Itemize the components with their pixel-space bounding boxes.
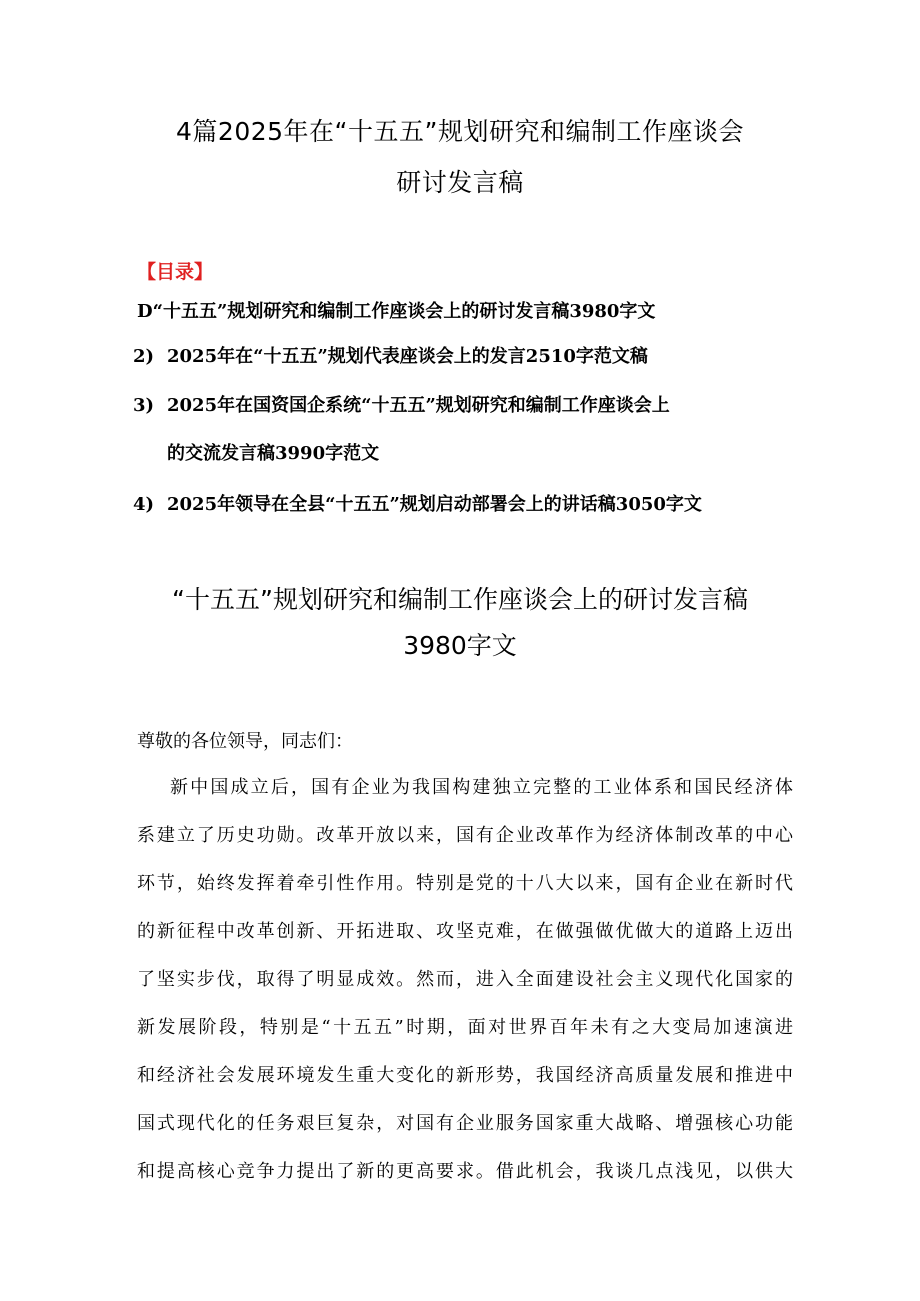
toc-item-number: D xyxy=(137,301,153,322)
toc-item-number: 2) xyxy=(133,346,155,367)
toc-item-4 xyxy=(133,491,702,519)
body-line: 系建立了历史功勋。改革开放以来，国有企业改革作为经济体制改革的中心 xyxy=(137,825,793,846)
document-title-line-1: 4篇2025年在“十五五”规划研究和编制工作座谈会 xyxy=(176,117,744,146)
toc-item-number: 3) xyxy=(133,395,155,416)
toc-item-2 xyxy=(133,343,648,371)
body-line: 新发展阶段，特别是“十五五”时期，面对世界百年未有之大变局加速演进 xyxy=(137,1017,793,1038)
toc-item-3-continuation: 的交流发言稿3990字范文 xyxy=(167,443,380,464)
body-line: 环节，始终发挥着牵引性作用。特别是党的十八大以来，国有企业在新时代 xyxy=(137,873,793,894)
body-line: 了坚实步伐，取得了明显成效。然而，进入全面建设社会主义现代化国家的 xyxy=(137,969,793,990)
body-line: 和经济社会发展环境发生重大变化的新形势，我国经济高质量发展和推进中 xyxy=(137,1065,793,1086)
toc-item-1 xyxy=(137,298,655,326)
greeting: 尊敬的各位领导，同志们： xyxy=(137,731,353,752)
toc-item-text: 2025年在“十五五”规划代表座谈会上的发言2510字范文稿 xyxy=(167,346,648,367)
document-title-line-2: 研讨发言稿 xyxy=(396,168,524,197)
toc-item-number: 4) xyxy=(133,494,155,515)
body-line: 和提高核心竞争力提出了新的更高要求。借此机会，我谈几点浅见，以供大 xyxy=(137,1161,793,1182)
body-line: 新中国成立后，国有企业为我国构建独立完整的工业体系和国民经济体 xyxy=(170,777,793,798)
toc-item-text: 2025年领导在全县“十五五”规划启动部署会上的讲话稿3050字文 xyxy=(167,494,702,515)
toc-heading: 【目录】 xyxy=(137,261,214,283)
body-line: 国式现代化的任务艰巨复杂，对国有企业服务国家重大战略、增强核心功能 xyxy=(137,1113,793,1134)
toc-item-3 xyxy=(133,392,670,420)
body-line: 的新征程中改革创新、开拓进取、攻坚克难，在做强做优做大的道路上迈出 xyxy=(137,921,793,942)
toc-item-text: 2025年在国资国企系统“十五五”规划研究和编制工作座谈会上 xyxy=(167,395,670,416)
toc-item-text: “十五五”规划研究和编制工作座谈会上的研讨发言稿3980字文 xyxy=(152,301,656,322)
section-title-line-1: “十五五”规划研究和编制工作座谈会上的研讨发言稿 xyxy=(172,585,748,614)
section-title-line-2: 3980字文 xyxy=(403,631,517,660)
